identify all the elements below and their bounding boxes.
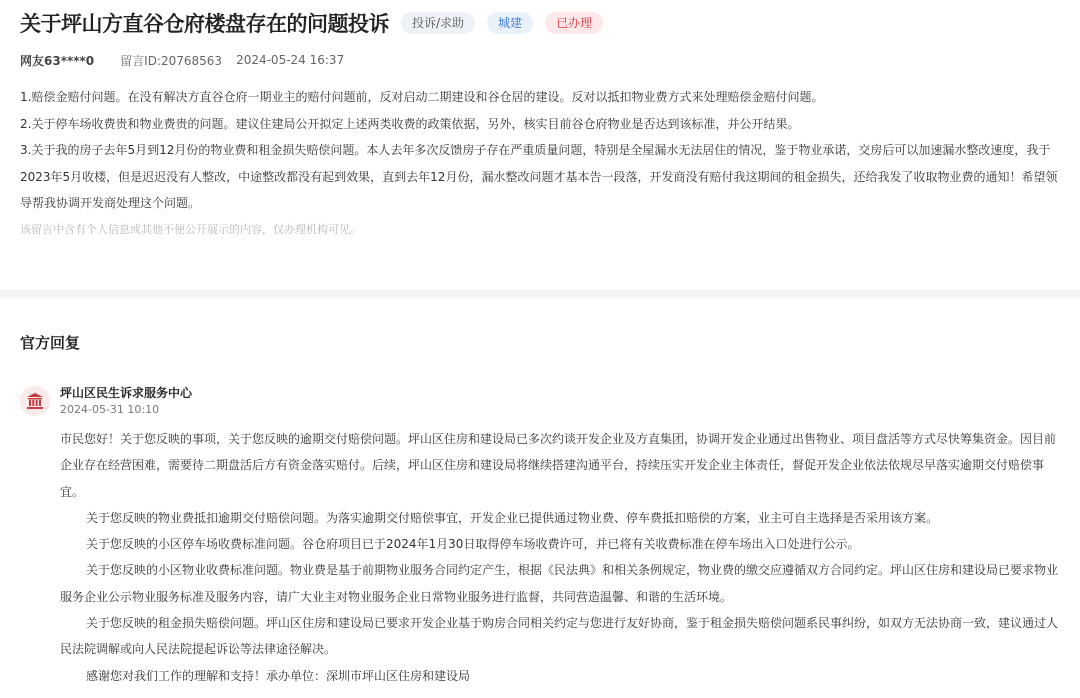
section-divider <box>0 289 1080 298</box>
government-building-glyph <box>26 392 44 410</box>
post-datetime: 2024-05-24 16:37 <box>236 53 345 67</box>
reply-heading: 官方回复 <box>20 334 81 352</box>
privacy-notice: 该留言中含有个人信息或其他不便公开展示的内容，仅办理机构可见。 <box>20 222 361 236</box>
org-name: 坪山区民生诉求服务中心 <box>60 386 193 400</box>
message-id: 留言ID:20768563 <box>120 53 223 68</box>
department-tag: 城建 <box>487 12 533 34</box>
government-building-icon <box>20 386 50 416</box>
reply-paragraph: 市民您好！关于您反映的事项，关于您反映的逾期交付赔偿问题。坪山区住房和建设局已多次约谈开发企业及方直集团，协调开发企业通过出售物业、项目盘活等方式尽快筹集资金。因目前企业存在经营困难，需要待二期盘活后方有资金落实赔付。后续，坪山区住房和建设局将继续搭建沟通平台，持续压实开发企业主体责任，督促开发企业依法依规尽早落实逾期交付赔偿事宜。 <box>60 432 1057 499</box>
reply-paragraph: 关于您反映的租金损失赔偿问题。坪山区住房和建设局已要求开发企业基于购房合同相关约定与您进行友好协商，鉴于租金损失赔偿问题系民事纠纷，如双方无法协商一致，建议通过人民法院调解或向人民法院提起诉讼等法律途径解决。 <box>60 616 1059 657</box>
status-badge: 已办理 <box>545 12 603 34</box>
category-tag: 投诉/求助 <box>401 12 475 34</box>
org-info <box>60 376 192 418</box>
official-reply <box>0 298 1080 689</box>
page-title: 关于坪山方直谷仓府楼盘存在的问题投诉 <box>20 12 389 36</box>
reply-content <box>60 426 1060 689</box>
reply-datetime: 2024-05-31 10:10 <box>60 403 160 416</box>
post-paragraph: 1.赔偿金赔付问题。在没有解决方直谷仓府一期业主的赔付问题前，反对启动二期建设和谷仓居的建设。反对以抵扣物业费方式来处理赔偿金赔付问题。 <box>20 90 824 104</box>
reply-paragraph: 关于您反映的物业费抵扣逾期交付赔偿问题。为落实逾期交付赔偿事宜，开发企业已提供通过物业费、停车费抵扣赔偿的方案，业主可自主选择是否采用该方案。 <box>86 510 939 525</box>
complaint-post <box>0 0 1080 289</box>
post-paragraph: 2.关于停车场收费贵和物业费贵的问题。建议住建局公开拟定上述两类收费的政策依据，另外，核实目前谷仓府物业是否达到该标准，并公开结果。 <box>20 116 800 131</box>
author-name: 网友63****0 <box>20 53 95 68</box>
reply-paragraph: 关于您反映的小区停车场收费标准问题。谷仓府项目已于2024年1月30日取得停车场收费许可，并已将有关收费标准在停车场出入口处进行公示。 <box>86 537 860 552</box>
post-content <box>20 84 1060 217</box>
title-row <box>20 0 1060 46</box>
post-meta <box>20 46 1060 74</box>
post-paragraph: 3.关于我的房子去年5月到12月份的物业费和租金损失赔偿问题。本人去年多次反馈房子存在严重质量问题，特别是全屋漏水无法居住的情况，鉴于物业承诺，交房后可以加速漏水整改速度，我于2023年5月收楼，但是迟迟没有人整改，中途整改都没有起到效果，直到去年12月份，漏水整改问题才基本告一段落，开发商没有赔付我这期间的租金损失，还给我发了收取物业费的通知！希望领导帮我协调开发商处理这个问题。 <box>20 143 1058 210</box>
reply-org-header <box>20 376 1060 418</box>
reply-paragraph: 感谢您对我们工作的理解和支持！承办单位：深圳市坪山区住房和建设局 <box>86 668 471 683</box>
reply-paragraph: 关于您反映的小区物业收费标准问题。物业费是基于前期物业服务合同约定产生，根据《民法典》和相关条例规定，物业费的缴交应遵循双方合同约定。坪山区住房和建设局已要求物业服务企业公示物业服务标准及服务内容，请广大业主对物业服务企业日常物业服务进行监督，共同营造温馨、和谐的生活环境。 <box>60 563 1059 604</box>
